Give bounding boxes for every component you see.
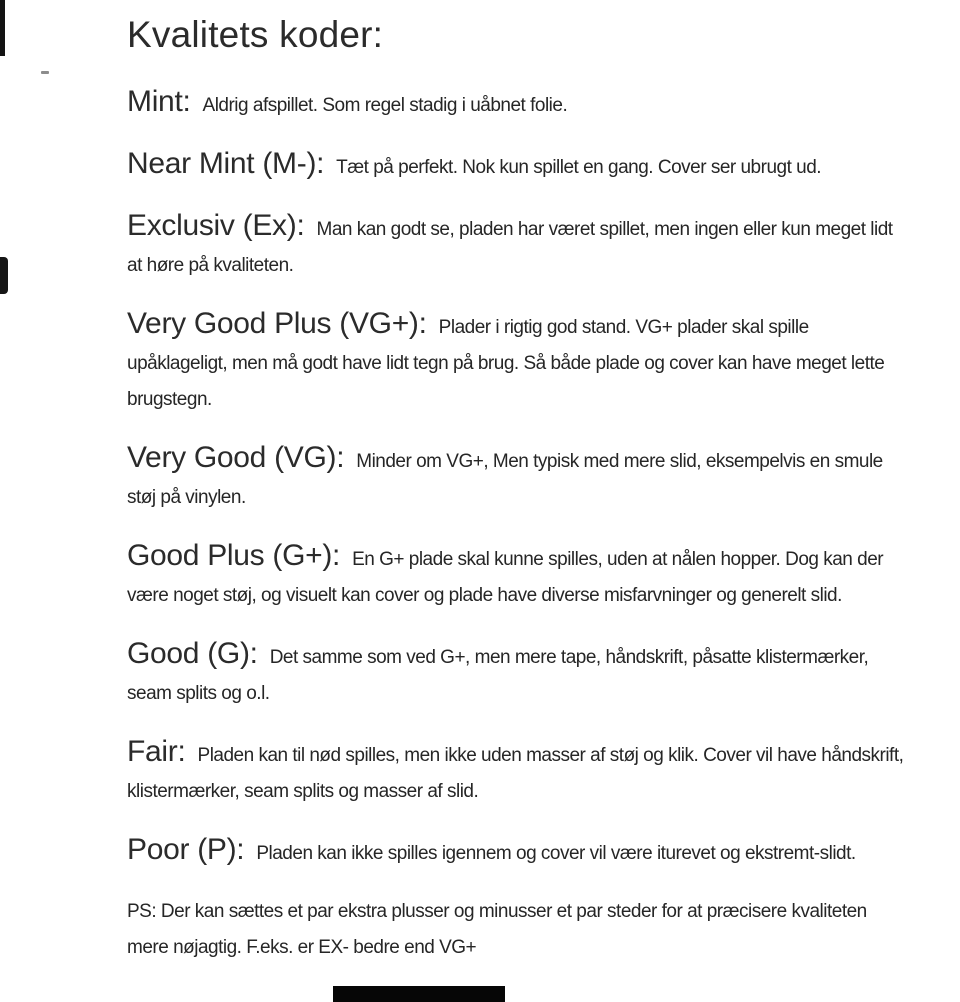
grade-label: Near Mint (M-): — [127, 147, 325, 180]
grade-description: Pladen kan ikke spilles igennem og cover vil være iturevet og ekstremt-slidt. — [256, 843, 856, 864]
grade-label: Good (G): — [127, 637, 258, 670]
postscript-note: PS: Der kan sættes et par ekstra plusser og minusser et par steder for at præcisere kvaliteten mere nøjagtig. F.eks. er EX- bedre end VG+ — [127, 901, 867, 958]
grade-label: Very Good (VG): — [127, 441, 345, 474]
grade-description: Aldrig afspillet. Som regel stadig i uåbnet folie. — [202, 95, 568, 116]
scan-artifact-bottom-bar — [333, 986, 505, 1002]
scan-artifact-left-top — [0, 0, 5, 56]
grade-entry-good — [127, 636, 907, 712]
grade-label: Very Good Plus (VG+): — [127, 307, 427, 340]
grade-label: Fair: — [127, 735, 186, 768]
grade-entry-very-good-plus — [127, 306, 907, 418]
scan-artifact-left-mid — [0, 257, 8, 294]
document-body — [127, 12, 907, 966]
grade-description: Man kan godt se, pladen har været spillet, men ingen eller kun meget lidt at høre på kvaliteten. — [127, 219, 893, 276]
page-title: Kvalitets koder: — [127, 14, 384, 55]
grade-label: Good Plus (G+): — [127, 539, 341, 572]
grade-entry-fair — [127, 734, 907, 810]
grade-label: Mint: — [127, 85, 191, 118]
grade-description: Pladen kan til nød spilles, men ikke uden masser af støj og klik. Cover vil have håndskrift, klistermærker, seam splits og masser af slid. — [127, 745, 904, 802]
scan-artifact-dash — [41, 71, 49, 74]
grade-description: En G+ plade skal kunne spilles, uden at nålen hopper. Dog kan der være noget støj, og visuelt kan cover og plade have diverse misfarvninger og generelt slid. — [127, 549, 884, 606]
grade-entry-poor — [127, 832, 907, 872]
grade-entry-near-mint — [127, 146, 907, 186]
grade-description: Plader i rigtig god stand. VG+ plader skal spille upåklageligt, men må godt have lidt tegn på brug. Så både plade og cover kan have meget lette brugstegn. — [127, 317, 885, 410]
grade-label: Poor (P): — [127, 833, 245, 866]
grade-description: Det samme som ved G+, men mere tape, håndskrift, påsatte klistermærker, seam splits og o.l. — [127, 647, 869, 704]
grade-description: Tæt på perfekt. Nok kun spillet en gang. Cover ser ubrugt ud. — [336, 157, 822, 178]
grade-entry-very-good — [127, 440, 907, 516]
grade-entry-good-plus — [127, 538, 907, 614]
grade-description: Minder om VG+, Men typisk med mere slid, eksempelvis en smule støj på vinylen. — [127, 451, 883, 508]
grade-entry-mint — [127, 84, 907, 124]
grade-label: Exclusiv (Ex): — [127, 209, 305, 242]
grade-entry-exclusiv — [127, 208, 907, 284]
